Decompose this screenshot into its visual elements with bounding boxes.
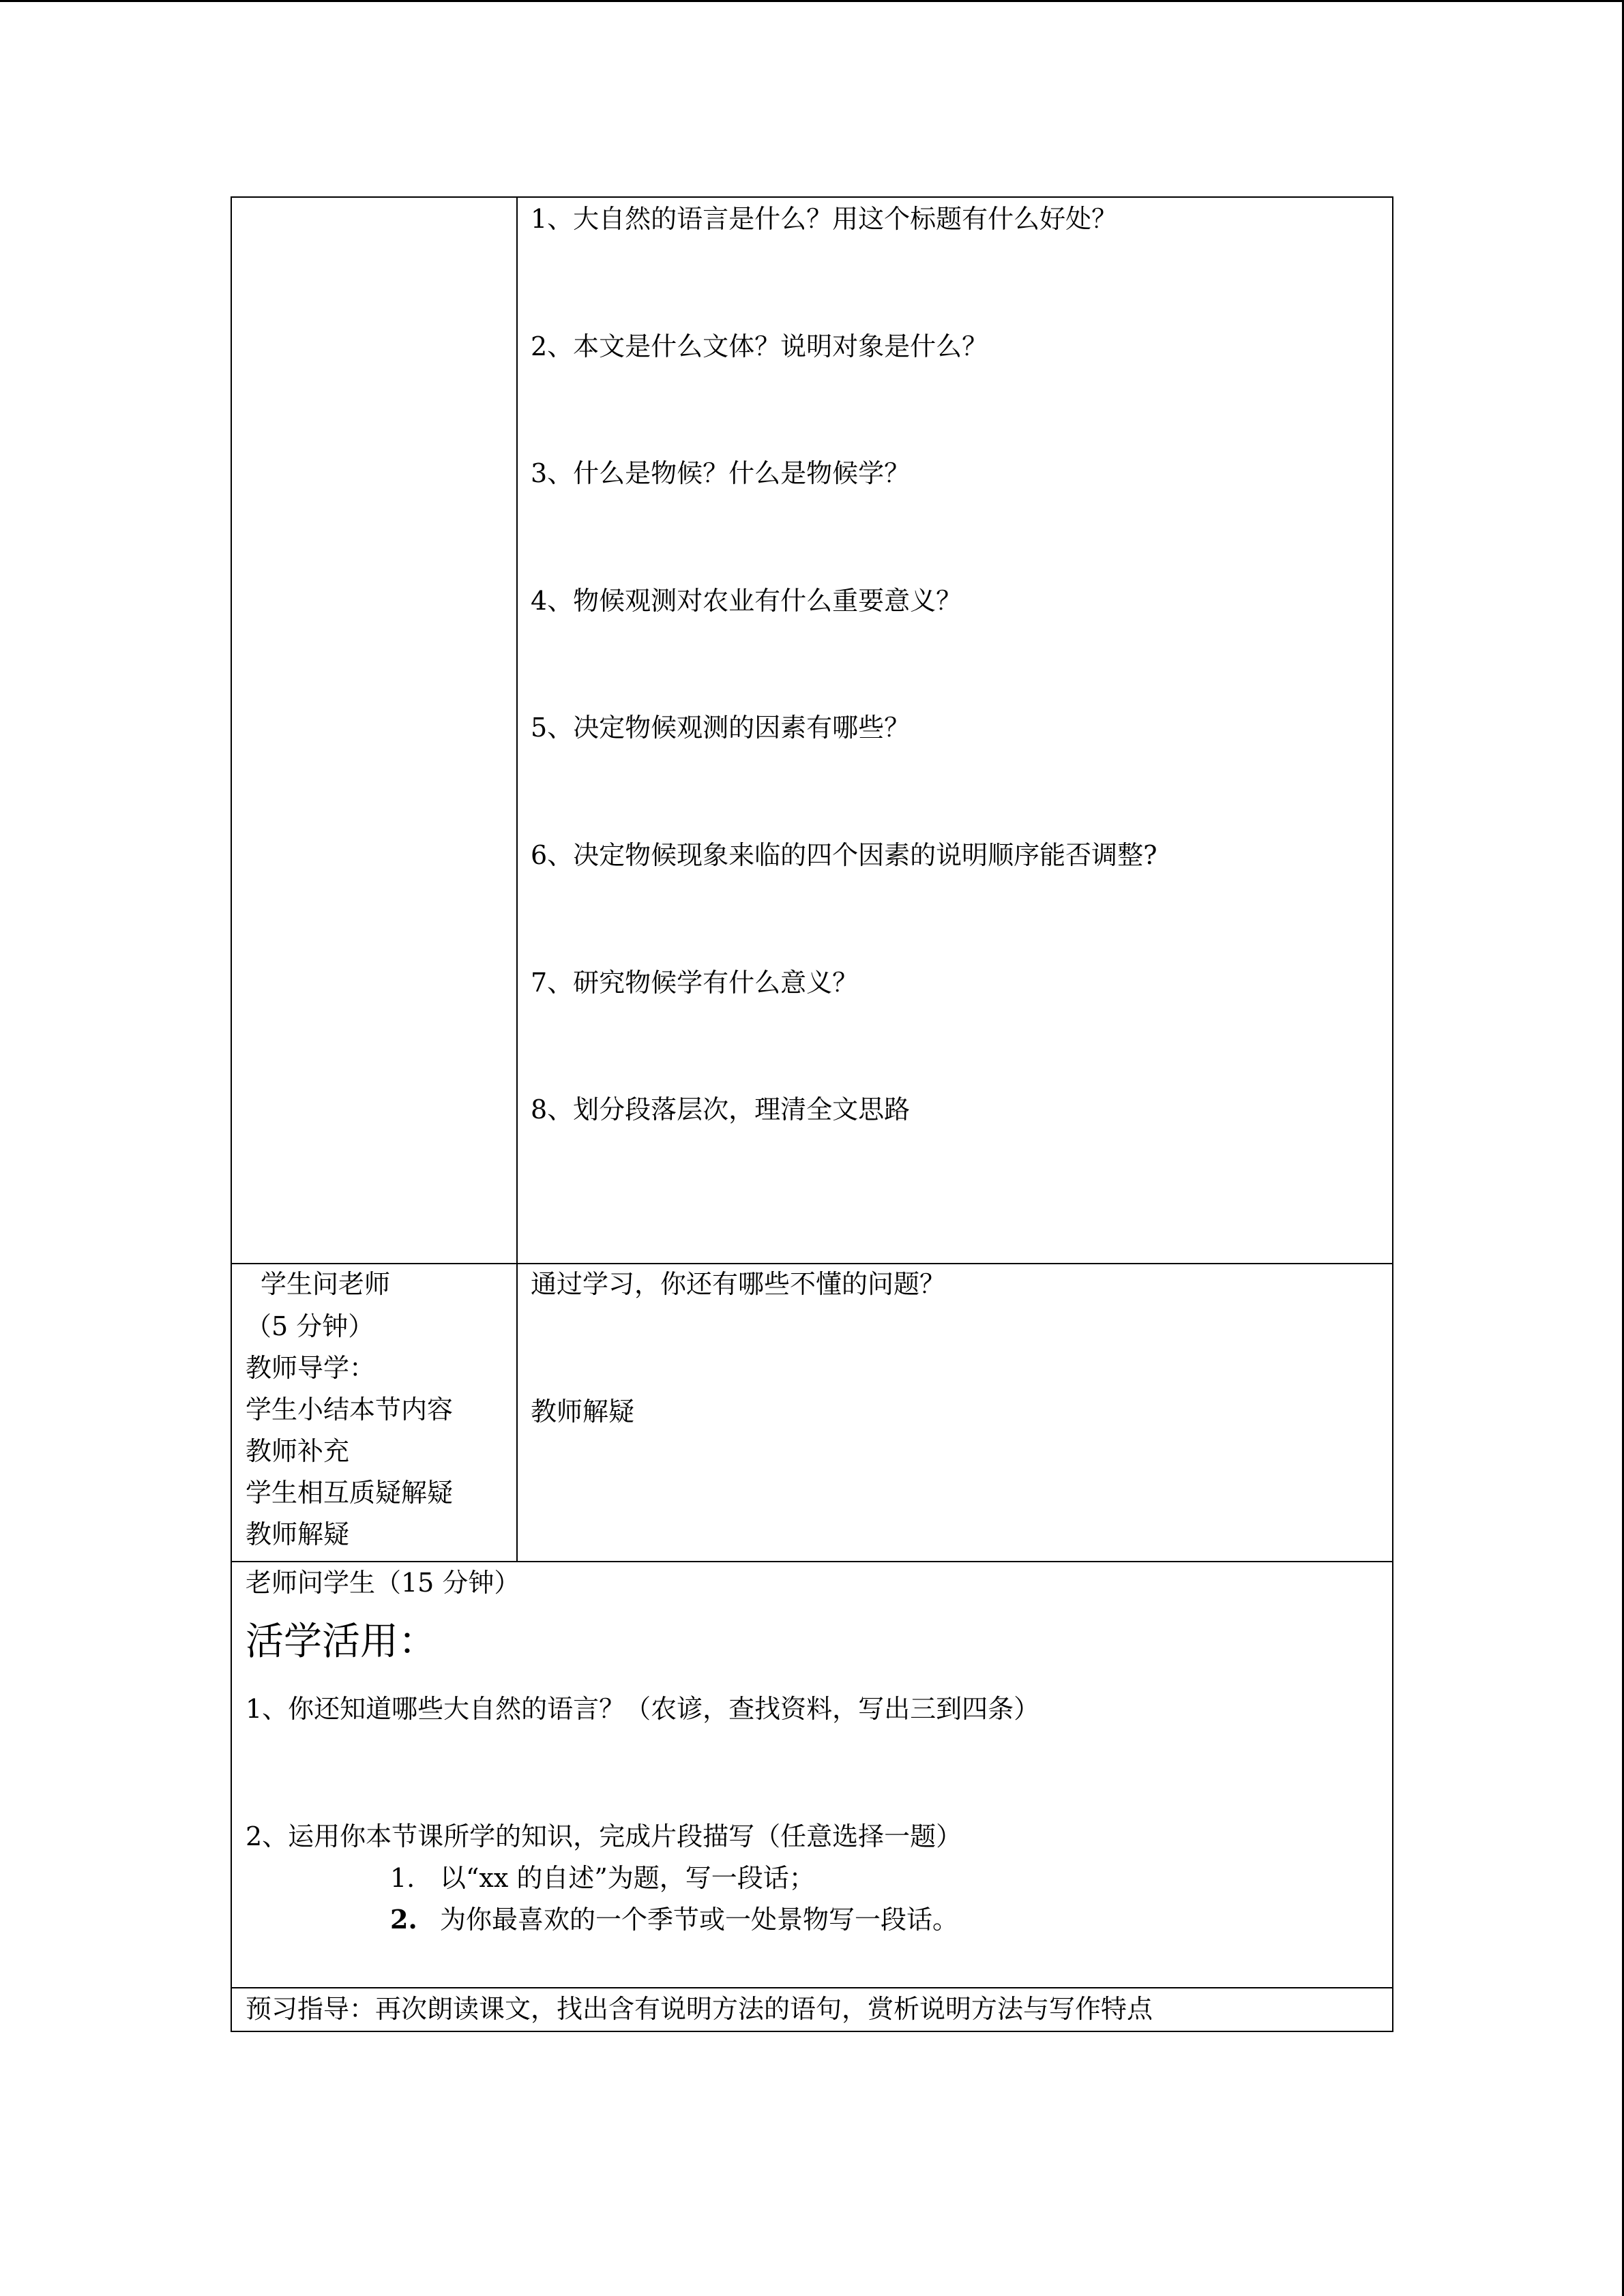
student-ask-duration bbox=[246, 1311, 374, 1342]
question-8: 8、划分段落层次，理清全文思路 bbox=[531, 1094, 911, 1124]
student-ask-label: 学生问老师 bbox=[261, 1269, 391, 1299]
sub-item-1-text: 以“xx 的自述”为题，写一段话； bbox=[440, 1863, 815, 1893]
question-5: 5、决定物候观测的因素有哪些？ bbox=[531, 713, 911, 743]
student-ask-answer: 教师解疑 bbox=[531, 1397, 635, 1427]
teacher-ask-heading: 老师问学生（15 分钟） bbox=[246, 1568, 520, 1598]
question-1: 1、大自然的语言是什么？用这个标题有什么好处？ bbox=[531, 204, 1118, 234]
student-summary-label: 学生小结本节内容 bbox=[246, 1395, 454, 1425]
teacher-guide-label: 教师导学： bbox=[246, 1353, 376, 1383]
question-7: 7、研究物候学有什么意义？ bbox=[531, 968, 859, 998]
row-divider-3 bbox=[232, 1987, 1392, 1988]
apply-title: 活学活用： bbox=[246, 1620, 437, 1664]
sub-item-2-number: 2. bbox=[390, 1904, 417, 1935]
preview-guide: 预习指导：再次朗读课文，找出含有说明方法的语句，赏析说明方法与写作特点 bbox=[246, 1994, 1153, 2024]
question-6: 6、决定物候现象来临的四个因素的说明顺序能否调整? bbox=[531, 840, 1157, 870]
student-ask-duration-text: （5 分钟） bbox=[246, 1311, 374, 1341]
student-ask-question: 通过学习，你还有哪些不懂的问题？ bbox=[531, 1269, 946, 1299]
apply-item-2: 2、运用你本节课所学的知识，完成片段描写（任意选择一题） bbox=[246, 1821, 962, 1851]
question-2: 2、本文是什么文体？说明对象是什么？ bbox=[531, 331, 988, 361]
page-top-border bbox=[0, 0, 1624, 2]
apply-item-1: 1、你还知道哪些大自然的语言？（农谚，查找资料，写出三到四条） bbox=[246, 1694, 1040, 1724]
lesson-table bbox=[231, 196, 1393, 2032]
student-mutual-label: 学生相互质疑解疑 bbox=[246, 1478, 454, 1508]
question-4: 4、物候观测对农业有什么重要意义？ bbox=[531, 586, 962, 616]
row-divider-2 bbox=[232, 1561, 1392, 1562]
teacher-supplement-label: 教师补充 bbox=[246, 1436, 350, 1466]
question-3: 3、什么是物候？什么是物候学？ bbox=[531, 458, 911, 488]
row-divider-1 bbox=[232, 1263, 1392, 1264]
sub-item-2-text: 为你最喜欢的一个季节或一处景物写一段话。 bbox=[440, 1905, 959, 1935]
sub-item-1-number: 1. bbox=[390, 1863, 415, 1893]
column-divider bbox=[516, 198, 518, 1561]
teacher-answer-label: 教师解疑 bbox=[246, 1519, 350, 1549]
